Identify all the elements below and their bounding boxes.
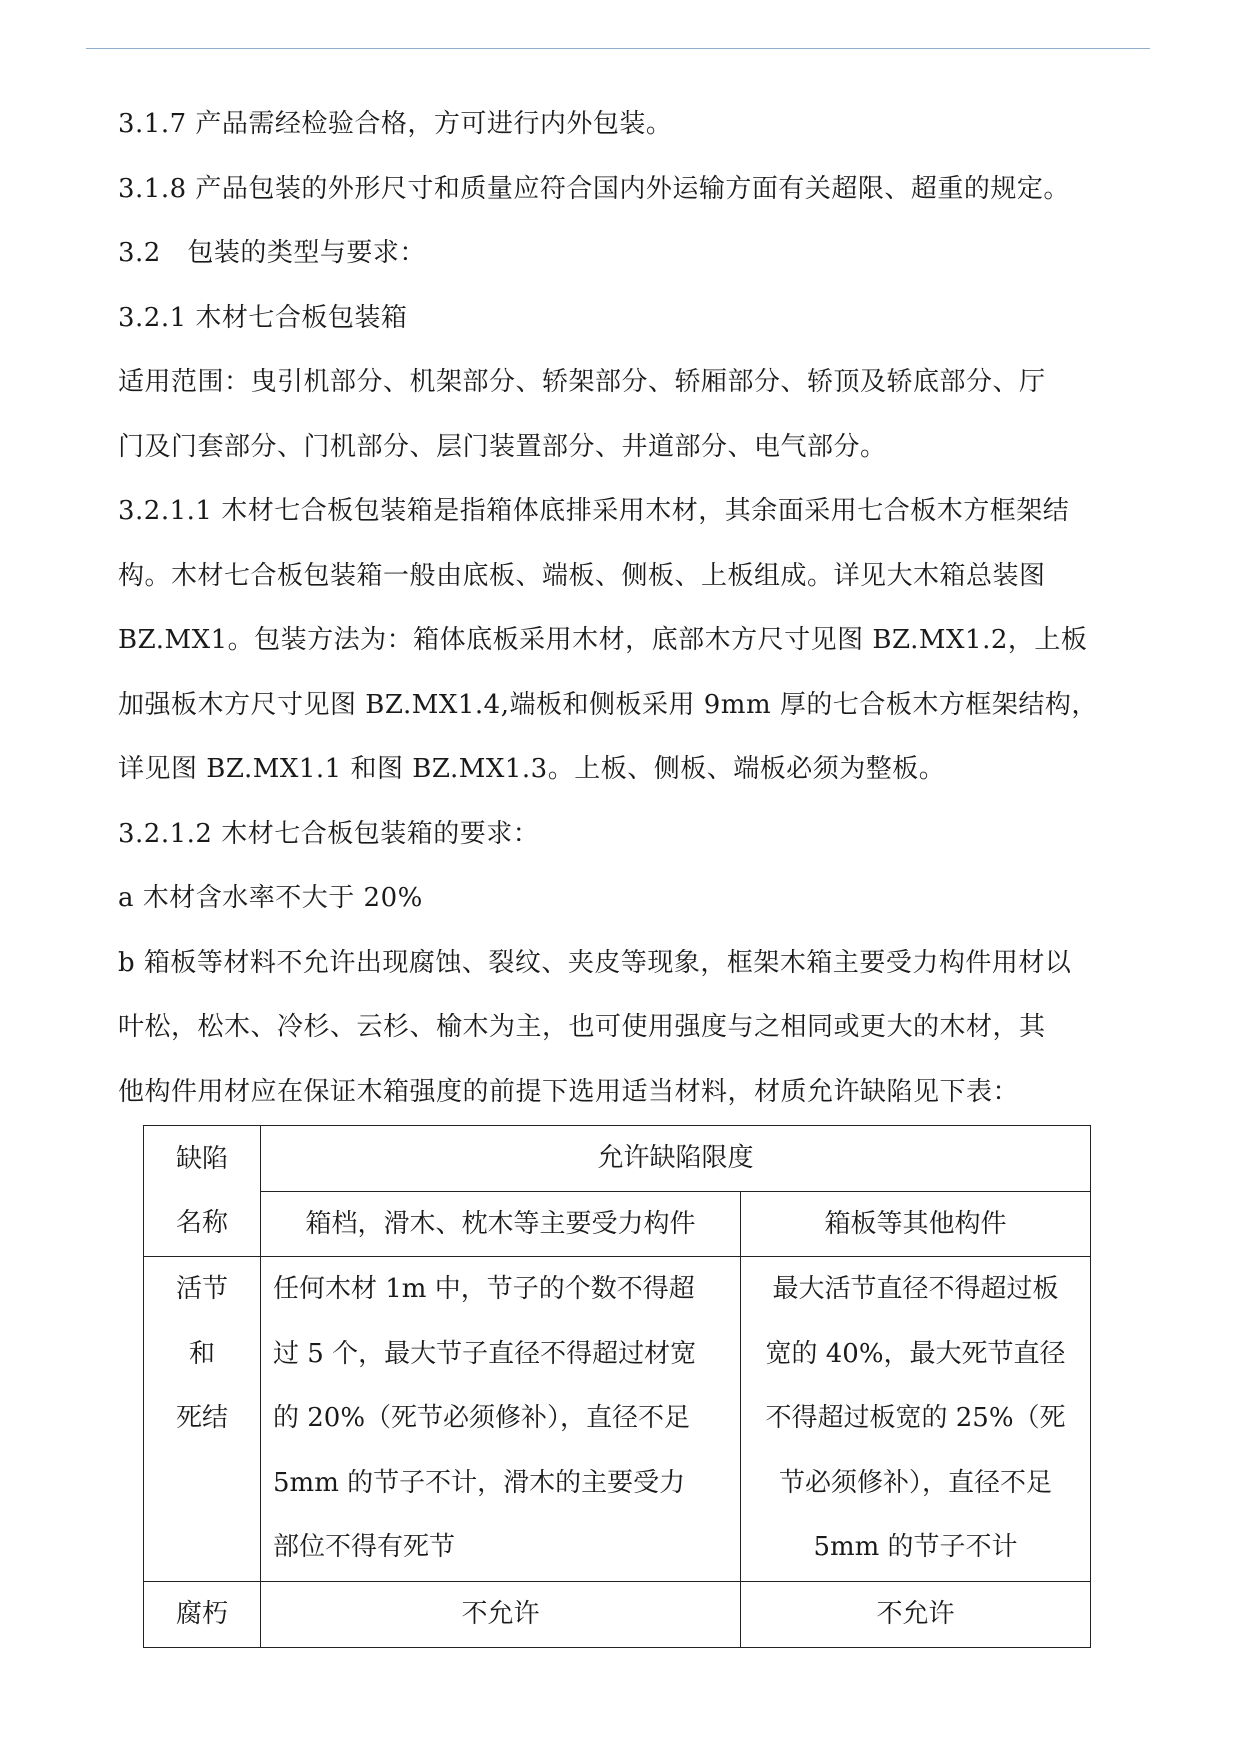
defect-name-line: 活节 [175, 1274, 228, 1304]
defect-name-header [144, 1126, 261, 1257]
main-members-header: 箱档，滑木、枕木等主要受力构件 [261, 1191, 741, 1257]
main-limit-line: 5mm 的节子不计，滑木的主要受力 [273, 1467, 686, 1498]
other-members-limit-cell: 不允许 [741, 1582, 1091, 1648]
other-members-limit-cell [741, 1257, 1091, 1582]
defect-name-line: 和 [188, 1338, 215, 1369]
main-limit-line: 的 20%（死节必须修补），直径不足 [273, 1403, 691, 1433]
requirement-b-line-1: b 箱板等材料不允许出现腐蚀、裂纹、夹皮等现象，框架木箱主要受力构件用材以 [118, 947, 1072, 978]
defect-name-line: 死结 [175, 1403, 228, 1433]
other-limit-line: 节必须修补），直径不足 [778, 1467, 1052, 1498]
table-row [144, 1257, 1091, 1582]
document-body [118, 92, 1168, 1124]
heading-3-2: 3.2 包装的类型与要求： [118, 238, 426, 268]
requirement-a: a 木材含水率不大于 20% [118, 883, 423, 913]
other-limit-line: 5mm 的节子不计 [813, 1532, 1018, 1562]
scope-line-2: 门及门套部分、门机部分、层门装置部分、井道部分、电气部分。 [118, 431, 887, 462]
paragraph-3-2-1-1-line-4: 加强板木方尺寸见图 BZ.MX1.4,端板和侧板采用 9mm 厚的七合板木方框架结构， [118, 689, 1098, 720]
paragraph-3-2-1-1-line-5: 详见图 BZ.MX1.1 和图 BZ.MX1.3。上板、侧板、端板必须为整板。 [118, 754, 946, 784]
heading-3-2-1: 3.2.1 木材七合板包装箱 [118, 302, 408, 333]
paragraph-3-2-1-1-line-1: 3.2.1.1 木材七合板包装箱是指箱体底排采用木材，其余面采用七合板木方框架结 [118, 496, 1070, 526]
allowed-limit-header: 允许缺陷限度 [261, 1126, 1091, 1192]
table-header-row-2 [144, 1191, 1091, 1257]
main-members-limit-cell [261, 1257, 741, 1582]
defect-name-header-line-2: 名称 [175, 1208, 228, 1238]
scope-line-1: 适用范围：曳引机部分、机架部分、轿架部分、轿厢部分、轿顶及轿底部分、厅 [118, 367, 1046, 397]
defect-name-cell [144, 1257, 261, 1582]
defect-name-header-line-1: 缺陷 [175, 1143, 228, 1174]
heading-3-2-1-2: 3.2.1.2 木材七合板包装箱的要求： [118, 818, 540, 849]
requirement-b-line-2: 叶松，松木、冷杉、云杉、榆木为主，也可使用强度与之相同或更大的木材，其 [118, 1012, 1046, 1042]
paragraph-3-1-7: 3.1.7 产品需经检验合格，方可进行内外包装。 [118, 109, 673, 139]
main-limit-line: 任何木材 1m 中，节子的个数不得超 [273, 1274, 695, 1304]
main-limit-line: 部位不得有死节 [273, 1532, 456, 1562]
table-header-row-1 [144, 1126, 1091, 1192]
other-members-header: 箱板等其他构件 [741, 1191, 1091, 1257]
other-limit-line: 宽的 40%，最大死节直径 [765, 1338, 1066, 1369]
paragraph-3-1-8: 3.1.8 产品包装的外形尺寸和质量应符合国内外运输方面有关超限、超重的规定。 [118, 173, 1070, 204]
requirement-b-line-3: 他构件用材应在保证木箱强度的前提下选用适当材料，材质允许缺陷见下表： [118, 1076, 1020, 1107]
main-members-limit-cell: 不允许 [261, 1582, 741, 1648]
other-limit-line: 最大活节直径不得超过板 [772, 1274, 1059, 1304]
other-limit-line: 不得超过板宽的 25%（死 [765, 1403, 1066, 1433]
paragraph-3-2-1-1-line-3: BZ.MX1。包装方法为：箱体底板采用木材，底部木方尺寸见图 BZ.MX1.2，上板 [118, 625, 1088, 655]
paragraph-3-2-1-1-line-2: 构。木材七合板包装箱一般由底板、端板、侧板、上板组成。详见大木箱总装图 [118, 560, 1046, 591]
main-limit-line: 过 5 个，最大节子直径不得超过材宽 [273, 1338, 697, 1369]
defect-table [143, 1125, 1091, 1648]
header-rule [86, 48, 1150, 49]
table-row [144, 1582, 1091, 1648]
defect-name-cell: 腐朽 [144, 1582, 261, 1648]
